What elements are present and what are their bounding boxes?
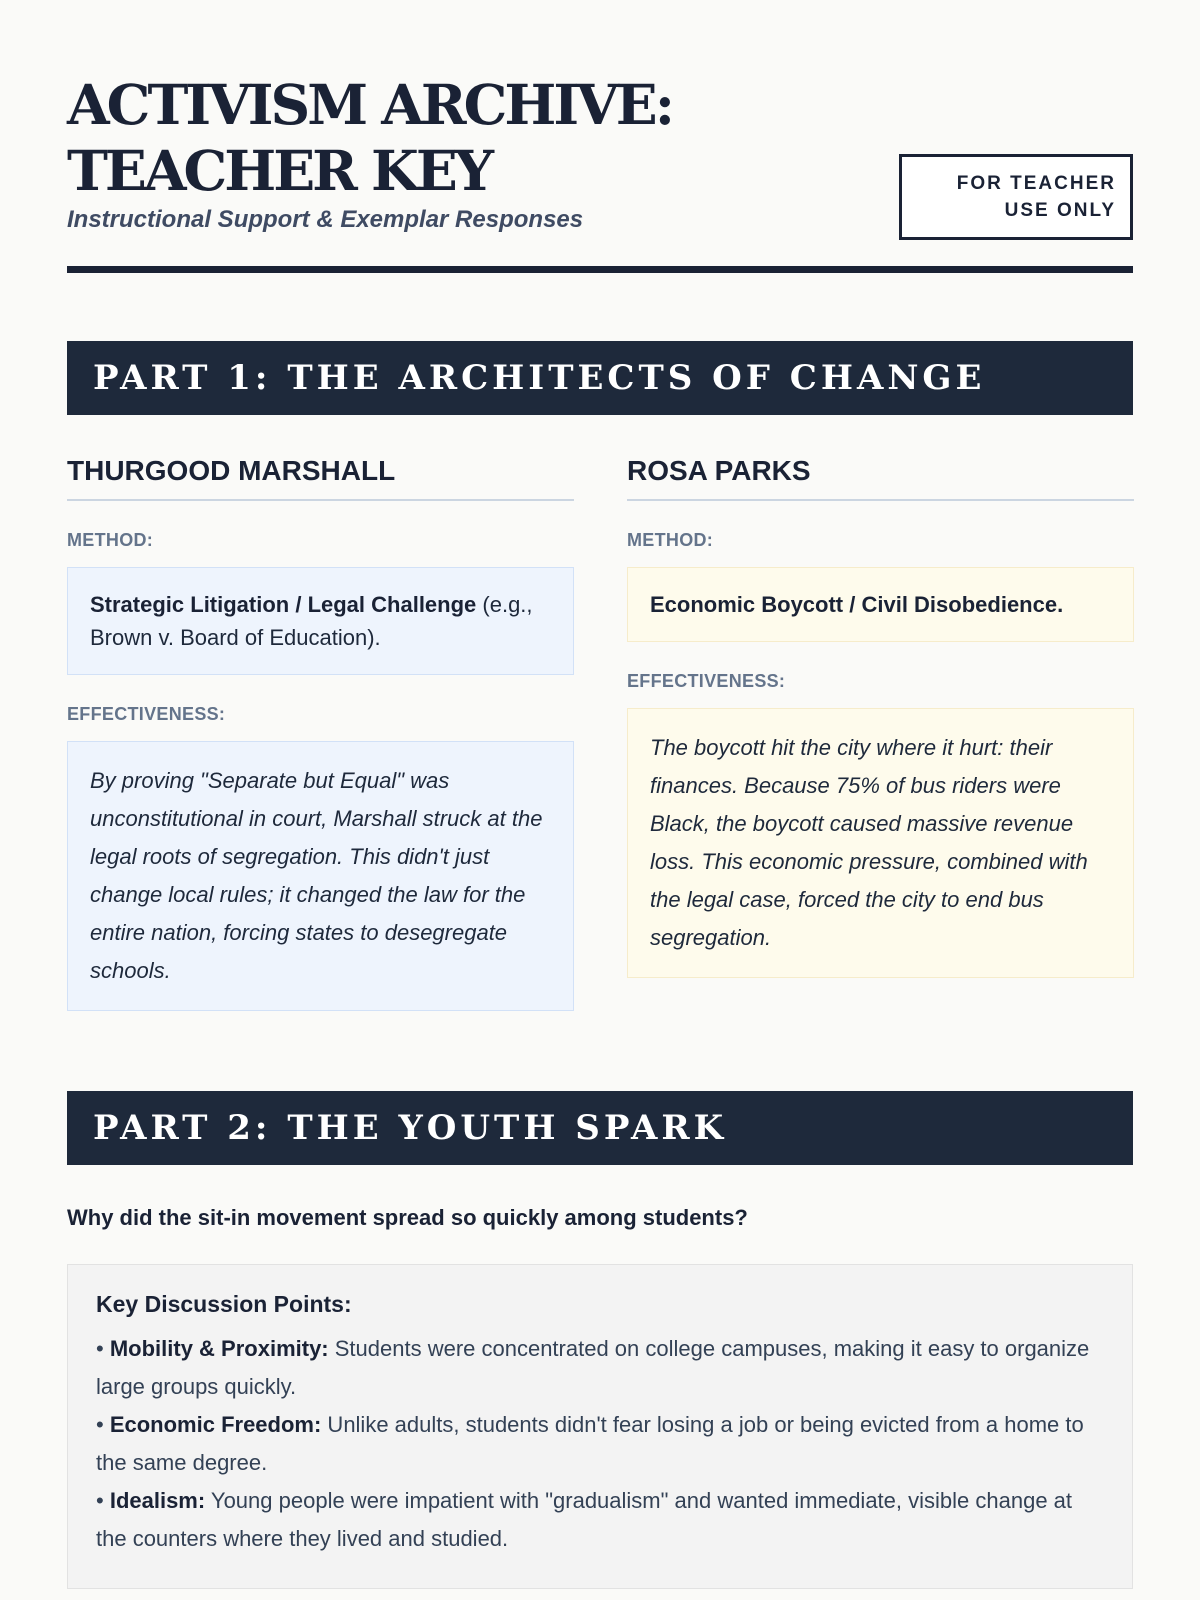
point-title: Economic Freedom: (109, 1412, 322, 1437)
method-label: METHOD: (627, 530, 714, 550)
method-bold: Economic Boycott / Civil Disobedience. (650, 592, 1064, 617)
discussion-box (67, 1264, 1133, 1589)
discussion-point (96, 1482, 1104, 1558)
discussion-point (96, 1330, 1104, 1406)
point-title: Mobility & Proximity: (109, 1336, 329, 1361)
method-text (90, 588, 551, 654)
point-text: Young people were impatient with "gradualism" and wanted immediate, visible change at the counters where they lived and studied. (96, 1488, 1073, 1551)
teacher-use-badge: FOR TEACHER USE ONLY (899, 154, 1133, 240)
method-box (67, 567, 574, 675)
method-label: METHOD: (67, 530, 154, 550)
point-text: Unlike adults, students didn't fear losing a job or being evicted from a home to the same degree. (96, 1412, 1084, 1475)
method-box (627, 567, 1134, 642)
header (67, 72, 1133, 272)
method-rest: (e.g., Brown v. Board of Education). (90, 592, 533, 650)
method-text (650, 588, 1111, 621)
point-title: Idealism: (109, 1488, 206, 1513)
effectiveness-box (67, 741, 574, 1011)
parks-column (627, 455, 1134, 978)
part2-banner: PART 2: THE YOUTH SPARK (67, 1091, 1133, 1165)
effectiveness-text: By proving "Separate but Equal" was unconstitutional in court, Marshall struck at the legal roots of segregation. This didn't just change local rules; it changed the law for the entire nation, forcing states to desegregate schools. (90, 768, 543, 983)
page-title: ACTIVISM ARCHIVE: TEACHER KEY (67, 72, 672, 203)
effectiveness-text: The boycott hit the city where it hurt: their finances. Because 75% of bus riders were Black, the boycott caused massive revenue loss. This economic pressure, combined with the legal case, forced the city to end bus segregation. (650, 735, 1088, 950)
column-heading: ROSA PARKS (627, 455, 1134, 501)
method-bold: Strategic Litigation / Legal Challenge (90, 592, 477, 617)
marshall-column (67, 455, 574, 1011)
effectiveness-box (627, 708, 1134, 978)
page-subtitle: Instructional Support & Exemplar Responses (67, 206, 584, 233)
discussion-title: Key Discussion Points: (96, 1291, 352, 1317)
discussion-point (96, 1406, 1104, 1482)
effectiveness-label: EFFECTIVENESS: (627, 671, 786, 691)
discussion-question: Why did the sit-in movement spread so quickly among students? (67, 1205, 748, 1230)
bullet: • (96, 1336, 110, 1361)
part1-banner: PART 1: THE ARCHITECTS OF CHANGE (67, 341, 1133, 415)
bullet: • (96, 1412, 110, 1437)
bullet: • (96, 1488, 110, 1513)
effectiveness-label: EFFECTIVENESS: (67, 704, 226, 724)
column-heading: THURGOOD MARSHALL (67, 455, 574, 501)
header-divider (67, 266, 1133, 273)
point-text: Students were concentrated on college campuses, making it easy to organize large groups quickly. (96, 1336, 1090, 1399)
